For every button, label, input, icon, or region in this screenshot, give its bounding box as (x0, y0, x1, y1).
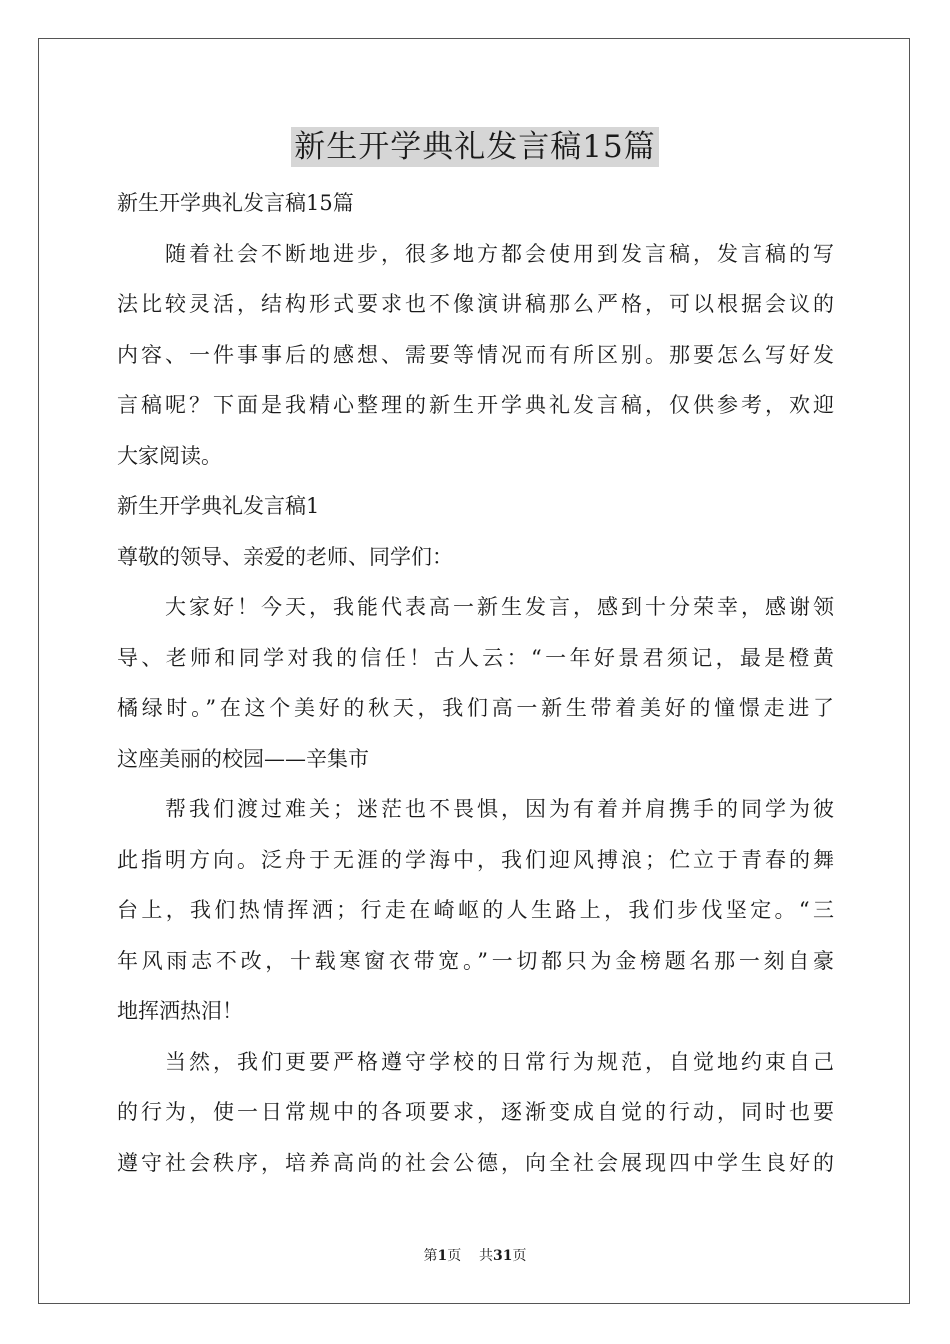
footer-suffix: 页 (512, 1248, 527, 1264)
paragraph-line: 台上，我们热情挥洒；行走在崎岖的人生路上，我们步伐坚定。“三 (117, 898, 834, 922)
paragraph-line: 的行为，使一日常规中的各项要求，逐渐变成自觉的行动，同时也要 (117, 1100, 834, 1124)
total-pages-number: 31 (493, 1248, 513, 1264)
paragraph-line: 当然，我们更要严格遵守学校的日常行为规范，自觉地约束自己 (165, 1049, 834, 1074)
current-page-number: 1 (437, 1248, 448, 1264)
paragraph-line: 随着社会不断地进步，很多地方都会使用到发言稿，发言稿的写 (165, 241, 834, 266)
paragraph-line: 大家好！今天，我能代表高一新生发言，感到十分荣幸，感谢领 (165, 595, 834, 619)
section-heading: 新生开学典礼发言稿1 (117, 494, 320, 518)
paragraph-line: 内容、一件事事后的感想、需要等情况而有所区别。那要怎么写好发 (117, 342, 834, 367)
document-title: 新生开学典礼发言稿15篇 (291, 127, 658, 167)
paragraph-line: 导、老师和同学对我的信任！古人云：“一年好景君须记，最是橙黄 (117, 645, 834, 670)
paragraph-line: 言稿呢？下面是我精心整理的新生开学典礼发言稿，仅供参考，欢迎 (117, 393, 834, 417)
salutation-line: 尊敬的领导、亲爱的老师、同学们： (117, 544, 453, 569)
paragraph-line: 大家阅读。 (117, 443, 222, 468)
paragraph-line: 这座美丽的校园——辛集市 (117, 746, 369, 771)
title-area (0, 127, 950, 167)
paragraph-line: 帮我们渡过难关；迷茫也不畏惧，因为有着并肩携手的同学为彼 (165, 797, 834, 821)
subtitle-line: 新生开学典礼发言稿15篇 (117, 191, 354, 215)
paragraph-line: 此指明方向。泛舟于无涯的学海中，我们迎风搏浪；伫立于青春的舞 (117, 847, 834, 872)
paragraph-line: 地挥洒热泪！ (117, 999, 243, 1023)
paragraph-line: 法比较灵活，结构形式要求也不像演讲稿那么严格，可以根据会议的 (117, 292, 834, 316)
document-body (117, 178, 834, 1188)
page-footer (0, 1247, 950, 1265)
paragraph-line: 橘绿时。”在这个美好的秋天，我们高一新生带着美好的憧憬走进了 (117, 696, 834, 720)
paragraph-line: 年风雨志不改，十载寒窗衣带宽。”一切都只为金榜题名那一刻自豪 (117, 948, 834, 973)
footer-prefix: 第 (423, 1248, 438, 1264)
footer-mid: 页 共 (447, 1248, 494, 1264)
paragraph-line: 遵守社会秩序，培养高尚的社会公德，向全社会展现四中学生良好的 (117, 1150, 834, 1175)
